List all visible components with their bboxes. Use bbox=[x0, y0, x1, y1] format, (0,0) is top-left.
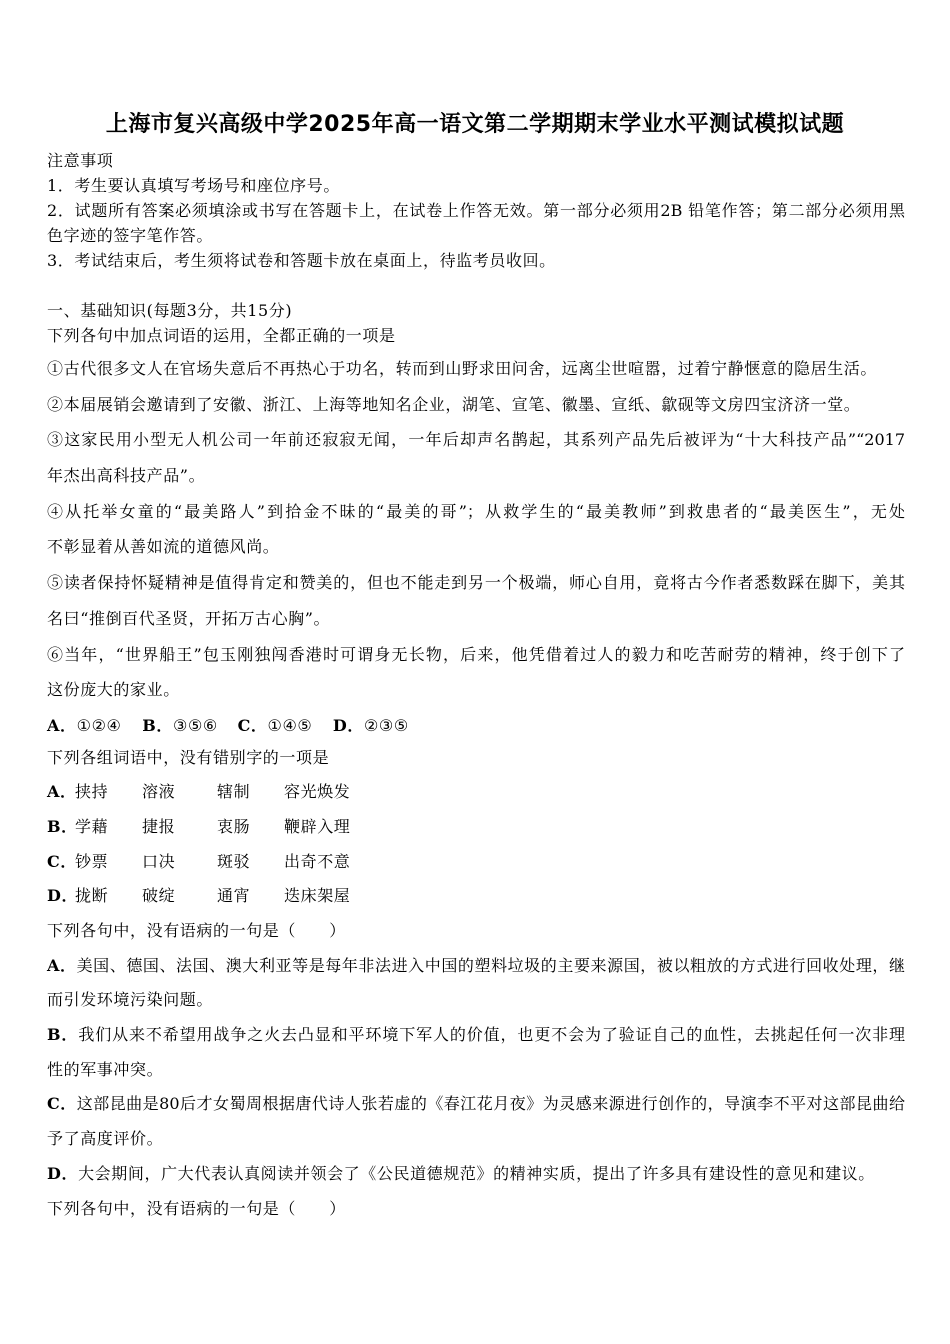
q1-stem: 下列各句中加点词语的运用，全都正确的一项是 bbox=[47, 326, 396, 345]
q2-option-b bbox=[47, 810, 905, 845]
q3-option-b-line-1 bbox=[47, 1018, 905, 1053]
q2-option-a bbox=[47, 775, 905, 810]
option-text: 大会期间，广大代表认真阅读并领会了《公民道德规范》的精神实质，提出了许多具有建设性的意见和建议。 bbox=[78, 1163, 875, 1183]
option-word: 迭床架屋 bbox=[284, 886, 351, 906]
section-heading: 一、基础知识(每题3分，共15分) bbox=[47, 301, 293, 320]
q1-choice-a bbox=[47, 708, 142, 744]
option-label: D． bbox=[47, 886, 79, 906]
choice-label: A． bbox=[47, 715, 77, 735]
notice-section bbox=[47, 148, 905, 348]
option-text: 美国、德国、法国、澳大利亚等是每年非法进入中国的塑料垃圾的主要来源国，被以粗放的方式进行回收处理，继 bbox=[76, 955, 905, 975]
option-word: 鞭辟入理 bbox=[284, 816, 351, 836]
notice-item-2-line-2: 色字迹的签字笔作答。 bbox=[47, 226, 214, 245]
option-word: 挟持 bbox=[75, 782, 109, 802]
q1-sentence-6-line-2: 这份庞大的家业。 bbox=[47, 680, 180, 700]
option-word: 破绽 bbox=[142, 886, 176, 906]
q1-sentence-6-line-1: ⑥当年，“世界船王”包玉刚独闯香港时可谓身无长物，后来，他凭借着过人的毅力和吃苦耐劳的精神，终于创下了 bbox=[47, 644, 905, 664]
option-word: 斑驳 bbox=[217, 851, 251, 871]
choice-text: ③⑤⑥ bbox=[173, 715, 218, 735]
choice-label: C． bbox=[237, 715, 268, 735]
option-text: 我们从来不希望用战争之火去凸显和平环境下军人的价值，也更不会为了验证自己的血性，去挑起任何一次非理 bbox=[78, 1025, 905, 1045]
option-word: 学藉 bbox=[75, 816, 109, 836]
q3-stem: 下列各句中，没有语病的一句是（ ） bbox=[47, 921, 346, 940]
q2-option-c bbox=[47, 845, 905, 880]
q1-sentence-3-line-2: 年杰出高科技产品”。 bbox=[47, 466, 206, 486]
choice-text: ②③⑤ bbox=[363, 715, 409, 735]
q3-option-c-line-2: 予了高度评价。 bbox=[47, 1129, 164, 1149]
q1-sentence-2: ②本届展销会邀请到了安徽、浙江、上海等地知名企业，湖笔、宣笔、徽墨、宣纸、歙砚等文房四宝济济一堂。 bbox=[47, 394, 861, 414]
blank-line bbox=[47, 273, 905, 298]
q3-option-a-line-1 bbox=[47, 949, 905, 984]
option-word: 容光焕发 bbox=[284, 782, 351, 802]
q3-option-b-line-2: 性的军事冲突。 bbox=[47, 1059, 164, 1079]
exam-title: 上海市复兴高级中学2025年高一语文第二学期期末学业水平测试模拟试题 bbox=[105, 112, 845, 137]
notice-heading: 注意事项 bbox=[47, 151, 114, 170]
notice-item-1: 1．考生要认真填写考场号和座位序号。 bbox=[47, 176, 340, 195]
q3-option-d bbox=[47, 1157, 905, 1192]
option-word: 衷肠 bbox=[217, 816, 251, 836]
choice-text: ①④⑤ bbox=[267, 715, 313, 735]
q2-option-d bbox=[47, 879, 905, 914]
choice-text: ①②④ bbox=[76, 715, 122, 735]
choice-label: B． bbox=[142, 715, 174, 735]
q1-choice-b bbox=[142, 708, 237, 744]
option-word: 捷报 bbox=[142, 816, 176, 836]
q4-stem: 下列各句中，没有语病的一句是（ ） bbox=[47, 1198, 346, 1218]
q1-choice-d bbox=[333, 708, 428, 744]
q3-option-c-line-1 bbox=[47, 1087, 905, 1122]
q1-sentence-5-line-2: 名曰“推倒百代圣贤，开拓万古心胸”。 bbox=[47, 608, 331, 628]
q1-choices bbox=[47, 708, 905, 744]
option-word: 溶液 bbox=[142, 782, 176, 802]
option-label: A． bbox=[47, 782, 77, 802]
q1-sentence-4-line-1: ④从托举女童的“最美路人”到拾金不昧的“最美的哥”；从救学生的“最美教师”到救患者的“最美医生”，无处 bbox=[47, 501, 905, 521]
notice-item-2-line-1: 2．试题所有答案必须填涂或书写在答题卡上，在试卷上作答无效。第一部分必须用2B 铅笔作答；第二部分必须用黑 bbox=[47, 201, 905, 220]
exam-content bbox=[47, 148, 905, 1226]
option-label: D． bbox=[47, 1163, 79, 1183]
option-label: B． bbox=[47, 816, 78, 836]
option-word: 口决 bbox=[142, 851, 176, 871]
notice-item-3: 3．考试结束后，考生须将试卷和答题卡放在桌面上，待监考员收回。 bbox=[47, 251, 556, 270]
q3-option-a-line-2: 而引发环境污染问题。 bbox=[47, 990, 214, 1010]
option-word: 钞票 bbox=[75, 851, 109, 871]
option-label: C． bbox=[47, 851, 77, 871]
q2-stem: 下列各组词语中，没有错别字的一项是 bbox=[47, 747, 330, 767]
option-text: 这部昆曲是80后才女蜀周根据唐代诗人张若虚的《春江花月夜》为灵感来源进行创作的，导演李不平对这部昆曲给 bbox=[76, 1094, 905, 1114]
q1-sentence-3-line-1: ③这家民用小型无人机公司一年前还寂寂无闻，一年后却声名鹊起，其系列产品先后被评为“十大科技产品”“2017 bbox=[47, 430, 905, 450]
option-word: 出奇不意 bbox=[284, 851, 351, 871]
option-label: A． bbox=[47, 955, 77, 975]
option-label: C． bbox=[47, 1094, 77, 1114]
q1-sentence-5-line-1: ⑤读者保持怀疑精神是值得肯定和赞美的，但也不能走到另一个极端，师心自用，竟将古今作者悉数踩在脚下，美其 bbox=[47, 573, 905, 593]
option-word: 辖制 bbox=[217, 782, 251, 802]
q1-sentence-4-line-2: 不彰显着从善如流的道德风尚。 bbox=[47, 537, 280, 557]
q1-sentence-1: ①古代很多文人在官场失意后不再热心于功名，转而到山野求田问舍，远离尘世喧嚣，过着宁静惬意的隐居生活。 bbox=[47, 359, 878, 378]
q2-q4-body bbox=[47, 741, 905, 1227]
q1-choice-c bbox=[238, 708, 333, 744]
q1-body bbox=[47, 351, 905, 744]
option-word: 拢断 bbox=[75, 886, 109, 906]
option-word: 通宵 bbox=[217, 886, 251, 906]
option-label: B． bbox=[47, 1025, 79, 1045]
choice-label: D． bbox=[332, 715, 364, 735]
